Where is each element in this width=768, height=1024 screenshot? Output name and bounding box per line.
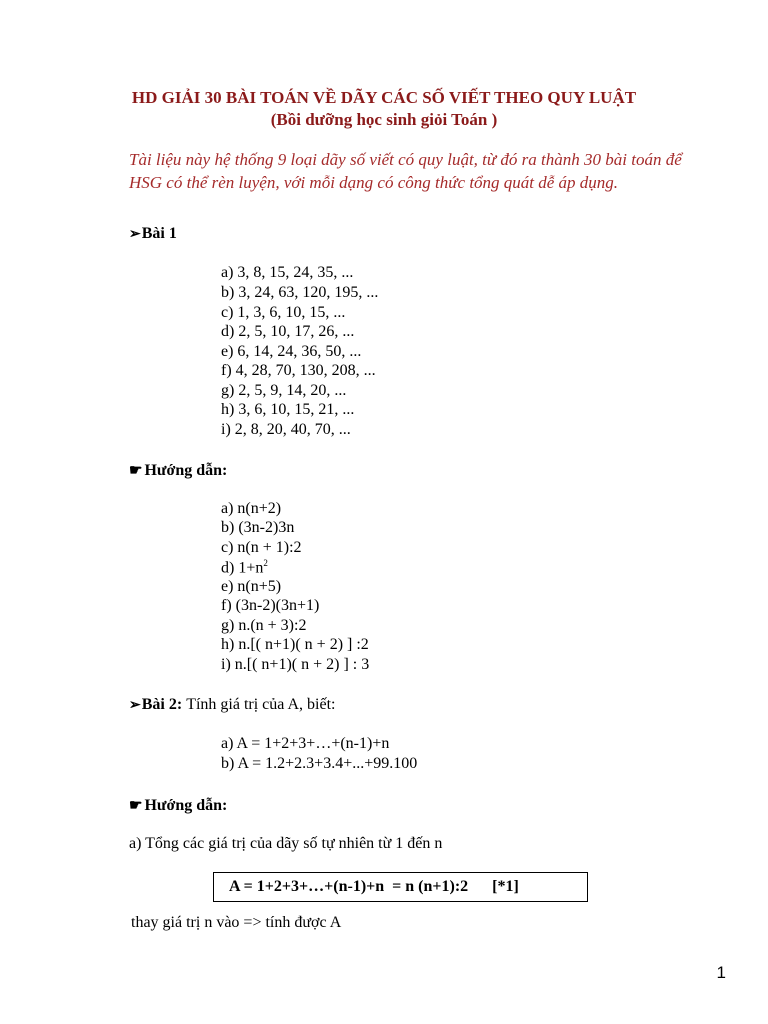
bai1-item-g: g) 2, 5, 9, 14, 20, ... (221, 382, 347, 399)
bai2-heading: ➢Bài 2: Tính giá trị của A, biết: (129, 696, 336, 713)
huongdan1-item-a: a) n(n+2) (221, 500, 282, 517)
huongdan2-heading: ☛ Hướng dẫn: (129, 797, 228, 814)
bai1-item-a: a) 3, 8, 15, 24, 35, ... (221, 264, 354, 281)
bai2-item-b: b) A = 1.2+2.3+3.4+...+99.100 (221, 755, 418, 772)
huongdan1-item-e: e) n(n+5) (221, 578, 282, 595)
bai1-item-h: h) 3, 6, 10, 15, 21, ... (221, 401, 355, 418)
bai1-item-b: b) 3, 24, 63, 120, 195, ... (221, 284, 379, 301)
bai1-heading: ➢Bài 1 (129, 225, 177, 242)
formula-text: A = 1+2+3+…+(n-1)+n = n (n+1):2 [*1] (229, 878, 519, 895)
huongdan1-item-c: c) n(n + 1):2 (221, 539, 302, 556)
huongdan1-item-b: b) (3n-2)3n (221, 519, 295, 536)
document-title: HD GIẢI 30 BÀI TOÁN VỀ DÃY CÁC SỐ VIẾT THEO QUY LUẬT (131, 88, 637, 107)
intro-line-2: HSG có thể rèn luyện, với mỗi dạng có công thức tổng quát dễ áp dụng. (129, 173, 619, 192)
huongdan1-item-h: h) n.[( n+1)( n + 2) ] :2 (221, 636, 369, 653)
huongdan1-item-i: i) n.[( n+1)( n + 2) ] : 3 (221, 656, 370, 673)
bai1-item-d: d) 2, 5, 10, 17, 26, ... (221, 323, 355, 340)
bai1-item-f: f) 4, 28, 70, 130, 208, ... (221, 362, 376, 379)
huongdan1-item-d: d) $1+n^2$ (221, 558, 268, 577)
bai1-item-c: c) 1, 3, 6, 10, 15, ... (221, 304, 346, 321)
huongdan1-heading: ☛ Hướng dẫn: (129, 462, 228, 479)
document-subtitle: (Bồi dưỡng học sinh giỏi Toán ) (270, 110, 498, 129)
superscript-2: 2 (263, 558, 268, 568)
huongdan1-item-g: g) n.(n + 3):2 (221, 617, 307, 634)
arrow-bullet-icon: ➢ (129, 698, 141, 713)
page-number: 1 (716, 963, 726, 982)
huongdan2-note: thay giá trị n vào => tính được A (131, 914, 342, 931)
bai2-item-a: a) A = 1+2+3+…+(n-1)+n (221, 735, 390, 752)
formula-box (213, 872, 588, 902)
bai1-item-i: i) 2, 8, 20, 40, 70, ... (221, 421, 351, 438)
intro-line-1: Tài liệu này hệ thống 9 loại dãy số viết có quy luật, từ đó ra thành 30 bài toán để (129, 150, 682, 169)
arrow-bullet-icon: ➢ (129, 227, 141, 242)
pointing-hand-icon: ☛ (129, 463, 143, 479)
bai1-item-e: e) 6, 14, 24, 36, 50, ... (221, 343, 362, 360)
huongdan2-part-a: a) Tổng các giá trị của dãy số tự nhiên từ 1 đến n (129, 835, 443, 852)
bai2-text: Tính giá trị của A, biết: (186, 696, 336, 713)
pointing-hand-icon: ☛ (129, 798, 143, 814)
huongdan1-item-f: f) (3n-2)(3n+1) (221, 597, 320, 614)
